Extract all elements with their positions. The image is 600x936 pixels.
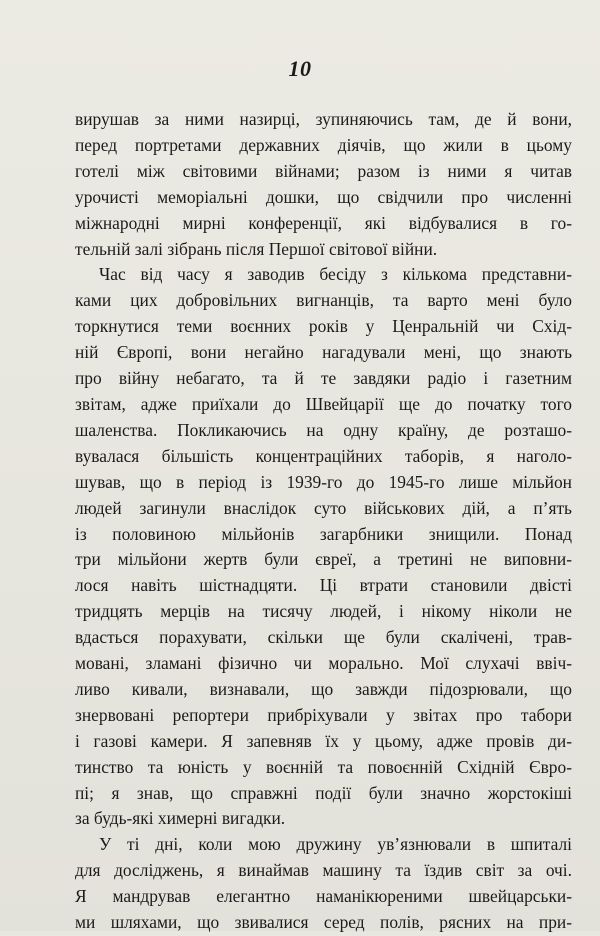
text-line: Я мандрував елегантно наманікюреними швейцарськи-	[75, 886, 572, 907]
text-line: вирушав за ними назирці, зупиняючись там, де й вони,	[75, 109, 572, 129]
text-line: готелі між світовими війнами; разом із ними я читав	[75, 160, 572, 181]
text-line: три мільйони жертв були євреї, а третині не виповни-	[75, 549, 572, 570]
paragraph	[75, 262, 572, 832]
text-line: урочисті меморіальні дошки, що свідчили про численні	[75, 186, 572, 207]
text-line: лося навіть шістнадцяти. Ці втрати становили двісті	[75, 575, 572, 596]
text-line: вдасться порахувати, скільки ще були скалічені, трав-	[75, 627, 572, 648]
text-line: шаленства. Покликаючись на одну країну, де розташо-	[75, 419, 572, 440]
text-line: людей загинули внаслідок суто військових дій, а п’ять	[75, 497, 572, 518]
text-line: Час від часу я заводив бесіду з кількома представни-	[99, 264, 572, 285]
paragraph	[75, 107, 572, 262]
text-line: для досліджень, я винаймав машину та їздив світ за очі.	[75, 860, 572, 881]
text-line: звітам, адже приїхали до Швейцарії ще до початку того	[75, 393, 572, 414]
text-line: У ті дні, коли мою дружину ув’язнювали в шпиталі	[99, 834, 572, 855]
text-line: ми шляхами, що звивалися серед полів, рясних на при-	[75, 912, 572, 933]
text-line: ливо кивали, визнавали, що завжди підозрювали, що	[75, 678, 572, 699]
text-line: про війну небагато, та й те завдяки радіо і газетним	[75, 368, 572, 389]
paragraph	[75, 832, 572, 936]
text-line: ній Європі, вони негайно нагадували мені, що знають	[75, 342, 572, 363]
text-line: тельній залі зібрань після Першої світової війни.	[75, 238, 438, 259]
text-line: із половиною мільйонів загарбники знищили. Понад	[75, 523, 572, 544]
text-line: міжнародні мирні конференції, які відбувалися в го-	[75, 212, 572, 233]
text-line: знервовані репортери прибріхували у звітах про табори	[75, 704, 572, 725]
page-number: 10	[288, 56, 312, 81]
text-line: пі; я знав, що справжні події були значно жорстокіші	[75, 782, 572, 803]
text-line: ками цих добровільних вигнанців, та варто мені було	[75, 290, 572, 311]
text-line: тридцять мерців на тисячу людей, і нікому ніколи не	[75, 601, 572, 622]
text-line: і газові камери. Я запевняв їх у цьому, адже провів ди-	[75, 730, 572, 751]
text-line: торкнутися теми воєнних років у Ценральній чи Схід-	[75, 316, 572, 337]
text-line: тинство та юність у воєнній та повоєнній Східній Євро-	[75, 756, 572, 777]
body-text	[75, 107, 572, 936]
text-line: вувалася більшість концентраційних таборів, я наголо-	[75, 445, 572, 466]
text-line: шував, що в період із 1939-го до 1945-го лише мільйон	[75, 471, 572, 492]
text-line: за будь-які химерні вигадки.	[75, 808, 286, 829]
text-line: перед портретами державних діячів, що жили в цьому	[75, 134, 572, 155]
text-line: мовані, зламані фізично чи морально. Мої слухачі ввіч-	[75, 653, 572, 674]
